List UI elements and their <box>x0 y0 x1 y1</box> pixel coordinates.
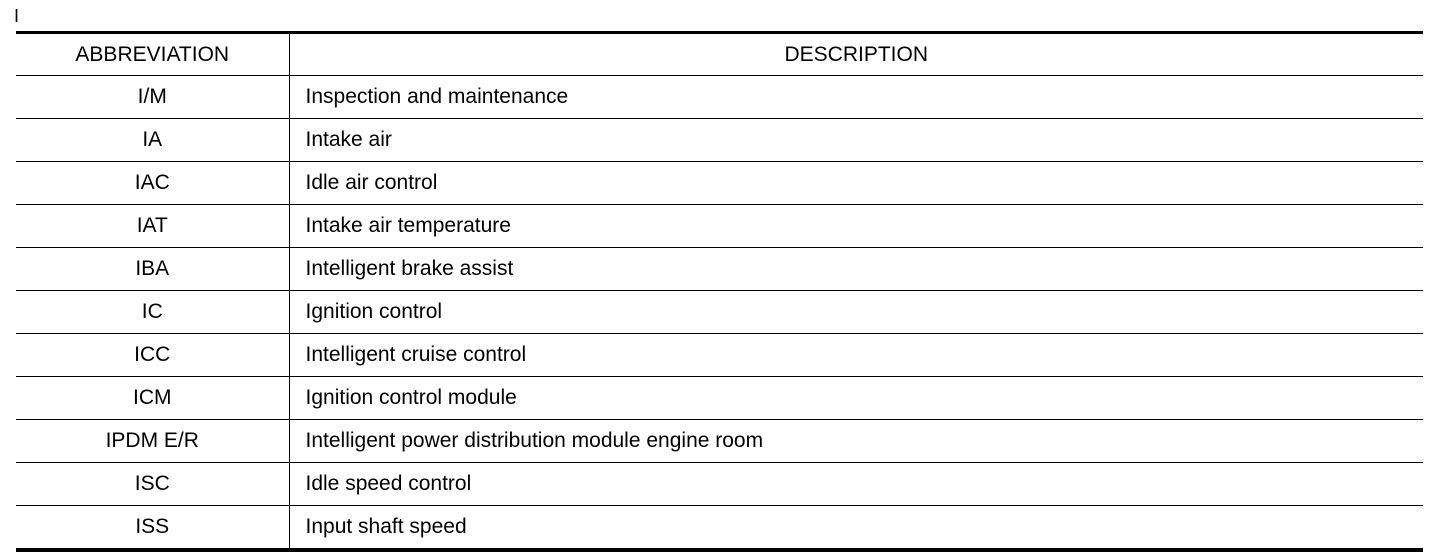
table-row <box>16 76 1423 119</box>
table-row <box>16 463 1423 506</box>
abbreviation-cell: IAT <box>16 205 289 248</box>
table-row <box>16 248 1423 291</box>
table-row <box>16 205 1423 248</box>
description-cell: Intake air temperature <box>289 205 1423 248</box>
description-cell: Intelligent cruise control <box>289 334 1423 377</box>
table-row <box>16 420 1423 463</box>
abbreviation-table <box>16 31 1423 552</box>
abbreviation-cell: IBA <box>16 248 289 291</box>
abbreviation-cell: ICC <box>16 334 289 377</box>
abbreviation-cell: IPDM E/R <box>16 420 289 463</box>
abbreviation-cell: ICM <box>16 377 289 420</box>
table-row <box>16 162 1423 205</box>
header-description: DESCRIPTION <box>289 33 1423 76</box>
section-letter: I <box>14 6 20 26</box>
abbreviation-cell: IAC <box>16 162 289 205</box>
header-abbreviation: ABBREVIATION <box>16 33 289 76</box>
abbreviation-cell: ISC <box>16 463 289 506</box>
table-row <box>16 377 1423 420</box>
description-cell: Intelligent power distribution module engine room <box>289 420 1423 463</box>
abbreviation-cell: I/M <box>16 76 289 119</box>
abbreviation-cell: ISS <box>16 506 289 551</box>
description-cell: Input shaft speed <box>305 515 467 538</box>
table-row <box>16 506 1423 551</box>
description-cell: Idle air control <box>289 162 1423 205</box>
description-cell: Ignition control module <box>289 377 1423 420</box>
description-cell: Intelligent brake assist <box>289 248 1423 291</box>
description-cell: Ignition control <box>289 291 1423 334</box>
abbreviation-cell: IC <box>16 291 289 334</box>
description-cell: Inspection and maintenance <box>289 76 1423 119</box>
abbreviation-cell: IA <box>16 119 289 162</box>
description-cell: Idle speed control <box>289 463 1423 506</box>
description-cell: Intake air <box>289 119 1423 162</box>
table-row <box>16 119 1423 162</box>
table-header-row <box>16 33 1423 76</box>
table-row <box>16 291 1423 334</box>
table-row <box>16 334 1423 377</box>
